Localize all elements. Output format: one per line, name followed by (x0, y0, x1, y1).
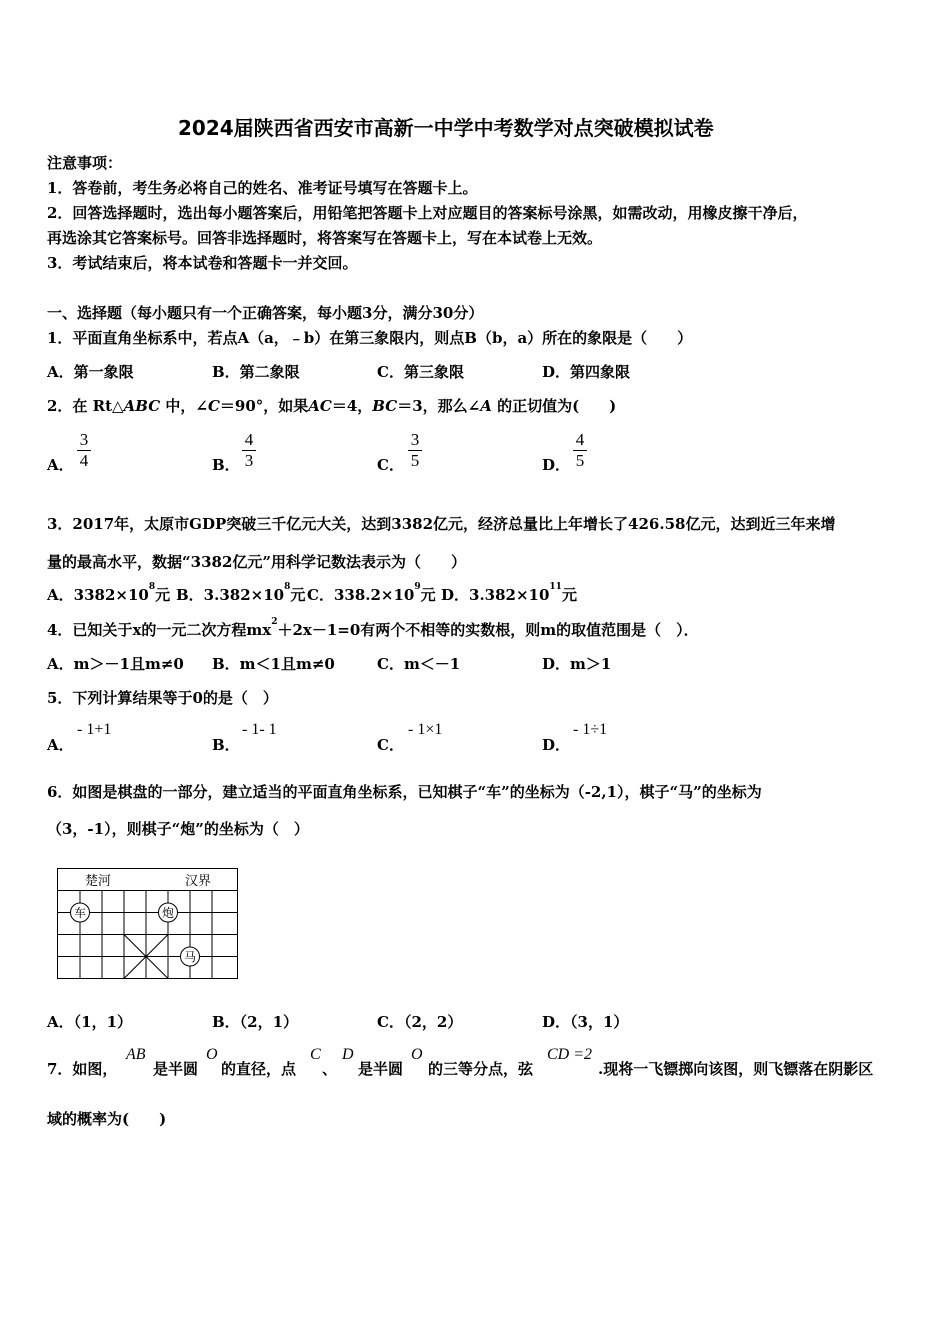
question-3-stem-line-2: 量的最高水平，数据“3382亿元”用科学记数法表示为（ ） (47, 553, 467, 571)
question-7-text-1: 7．如图， (47, 1060, 118, 1078)
notice-heading: 注意事项： (47, 154, 123, 172)
question-6-option-a: A．（1，1） (47, 1013, 133, 1031)
question-7-math-o2: O (411, 1046, 423, 1063)
question-6-stem-line-1: 6．如图是棋盘的一部分，建立适当的平面直角坐标系，已知棋子“车”的坐标为（-2,1），棋子“马”的坐标为 (47, 783, 762, 801)
question-5-option-a-expr: - 1+1 (77, 721, 112, 738)
question-4-option-b: B．m＜1且m≠0 (212, 655, 335, 673)
question-2-option-a-fraction: 3 4 (76, 430, 92, 471)
question-2-option-b-fraction: 4 3 (241, 430, 257, 471)
question-2-option-d-label: D． (542, 456, 571, 474)
notice-item-1: 1．答卷前，考生务必将自己的姓名、准考证号填写在答题卡上。 (47, 179, 478, 197)
notice-item-3: 3．考试结束后，将本试卷和答题卡一并交回。 (47, 254, 358, 272)
question-7-text-5: 是半圆 (358, 1060, 404, 1078)
question-5-option-a-label: A． (47, 736, 74, 754)
question-7-text-3: 的直径，点 (221, 1060, 297, 1078)
question-2-option-c-label: C． (377, 456, 404, 474)
question-5-option-c-expr: - 1×1 (408, 721, 443, 738)
question-7-text-2: 是半圆 (153, 1060, 199, 1078)
question-6-option-b: B．（2，1） (212, 1013, 299, 1031)
river-label-left: 楚河 (85, 874, 112, 889)
question-5-option-c-label: C． (377, 736, 404, 754)
svg-text:马: 马 (183, 950, 197, 964)
piece-ma (181, 947, 200, 966)
question-1-stem: 1．平面直角坐标系中，若点A（a，﹣b）在第三象限内，则点B（b，a）所在的象限是（ ） (47, 329, 693, 347)
question-7-text-4: 、 (322, 1060, 338, 1078)
question-1-option-a: A．第一象限 (47, 363, 134, 381)
question-4-option-a: A．m＞－1且m≠0 (47, 655, 184, 673)
question-6-option-c: C．（2，2） (377, 1013, 463, 1031)
question-3-option-c: C．$338.2\times 10^9$元 (307, 582, 436, 604)
question-3-option-b: B．$3.382\times 10^8$元 (176, 582, 306, 604)
question-1-option-d: D．第四象限 (542, 363, 631, 381)
question-6-stem-line-2: （3，-1），则棋子“炮”的坐标为（ ） (47, 820, 309, 838)
svg-text:炮: 炮 (161, 906, 175, 920)
question-7-text-7: .现将一飞镖掷向该图，则飞镖落在阴影区 (598, 1060, 874, 1078)
section-heading: 一、选择题（每小题只有一个正确答案，每小题3分，满分30分） (47, 304, 484, 322)
question-7-math-ab: AB (126, 1046, 146, 1063)
piece-che (71, 903, 90, 922)
question-7-math-c: C (310, 1046, 321, 1063)
question-5-option-d-label: D． (542, 736, 571, 754)
question-2-option-c-fraction: 3 5 (407, 430, 423, 471)
chess-board-figure (55, 866, 241, 982)
question-2-option-b-label: B． (212, 456, 240, 474)
question-1-option-c: C．第三象限 (377, 363, 464, 381)
question-4-option-d: D．m＞1 (542, 655, 612, 673)
question-3-stem-line-1: 3．2017年，太原市GDP突破三千亿元大关，达到3382亿元，经济总量比上年增长了426.58亿元，达到近三年来增 (47, 515, 836, 533)
question-2-stem: 2．在 Rt△ABC 中，∠C＝90°，如果AC＝4，BC＝3，那么∠A 的正切值为( ) (47, 397, 617, 415)
notice-item-2-line-1: 2．回答选择题时，选出每小题答案后，用铅笔把答题卡上对应题目的答案标号涂黑，如需改动，用橡皮擦干净后， (47, 204, 808, 222)
question-7-math-cd: CD =2 (547, 1046, 593, 1063)
question-7-text-line-2: 域的概率为( ) (47, 1110, 167, 1128)
page-title: 2024届陕西省西安市高新一中学中考数学对点突破模拟试卷 (178, 116, 714, 140)
question-3-option-a: A．$3382\times 10^8$元 (47, 582, 171, 604)
question-4-option-c: C．m＜－1 (377, 655, 461, 673)
question-5-option-b-label: B． (212, 736, 240, 754)
question-3-option-d: D．$3.382\times 10^{11}$元 (441, 582, 577, 604)
question-2-option-a-label: A． (47, 456, 74, 474)
question-5-stem: 5．下列计算结果等于0的是（ ） (47, 689, 278, 707)
question-7-math-d: D (342, 1046, 354, 1063)
question-7-math-o1: O (206, 1046, 218, 1063)
river-label-right: 汉界 (185, 874, 212, 889)
svg-text:车: 车 (73, 906, 87, 920)
question-7-text-6: 的三等分点，弦 (428, 1060, 534, 1078)
question-2-option-d-fraction: 4 5 (572, 430, 588, 471)
notice-item-2-line-2: 再选涂其它答案标号。回答非选择题时，将答案写在答题卡上，写在本试卷上无效。 (47, 229, 603, 247)
question-6-option-d: D．（3，1） (542, 1013, 629, 1031)
piece-pao (159, 903, 178, 922)
question-5-option-d-expr: - 1÷1 (573, 721, 608, 738)
question-4-stem: 4．已知关于x的一元二次方程$mx^2+2x-1=0$有两个不相等的实数根，则m的取值范围是（ ）． (47, 617, 699, 639)
question-5-option-b-expr: - 1- 1 (242, 721, 277, 738)
question-1-option-b: B．第二象限 (212, 363, 300, 381)
